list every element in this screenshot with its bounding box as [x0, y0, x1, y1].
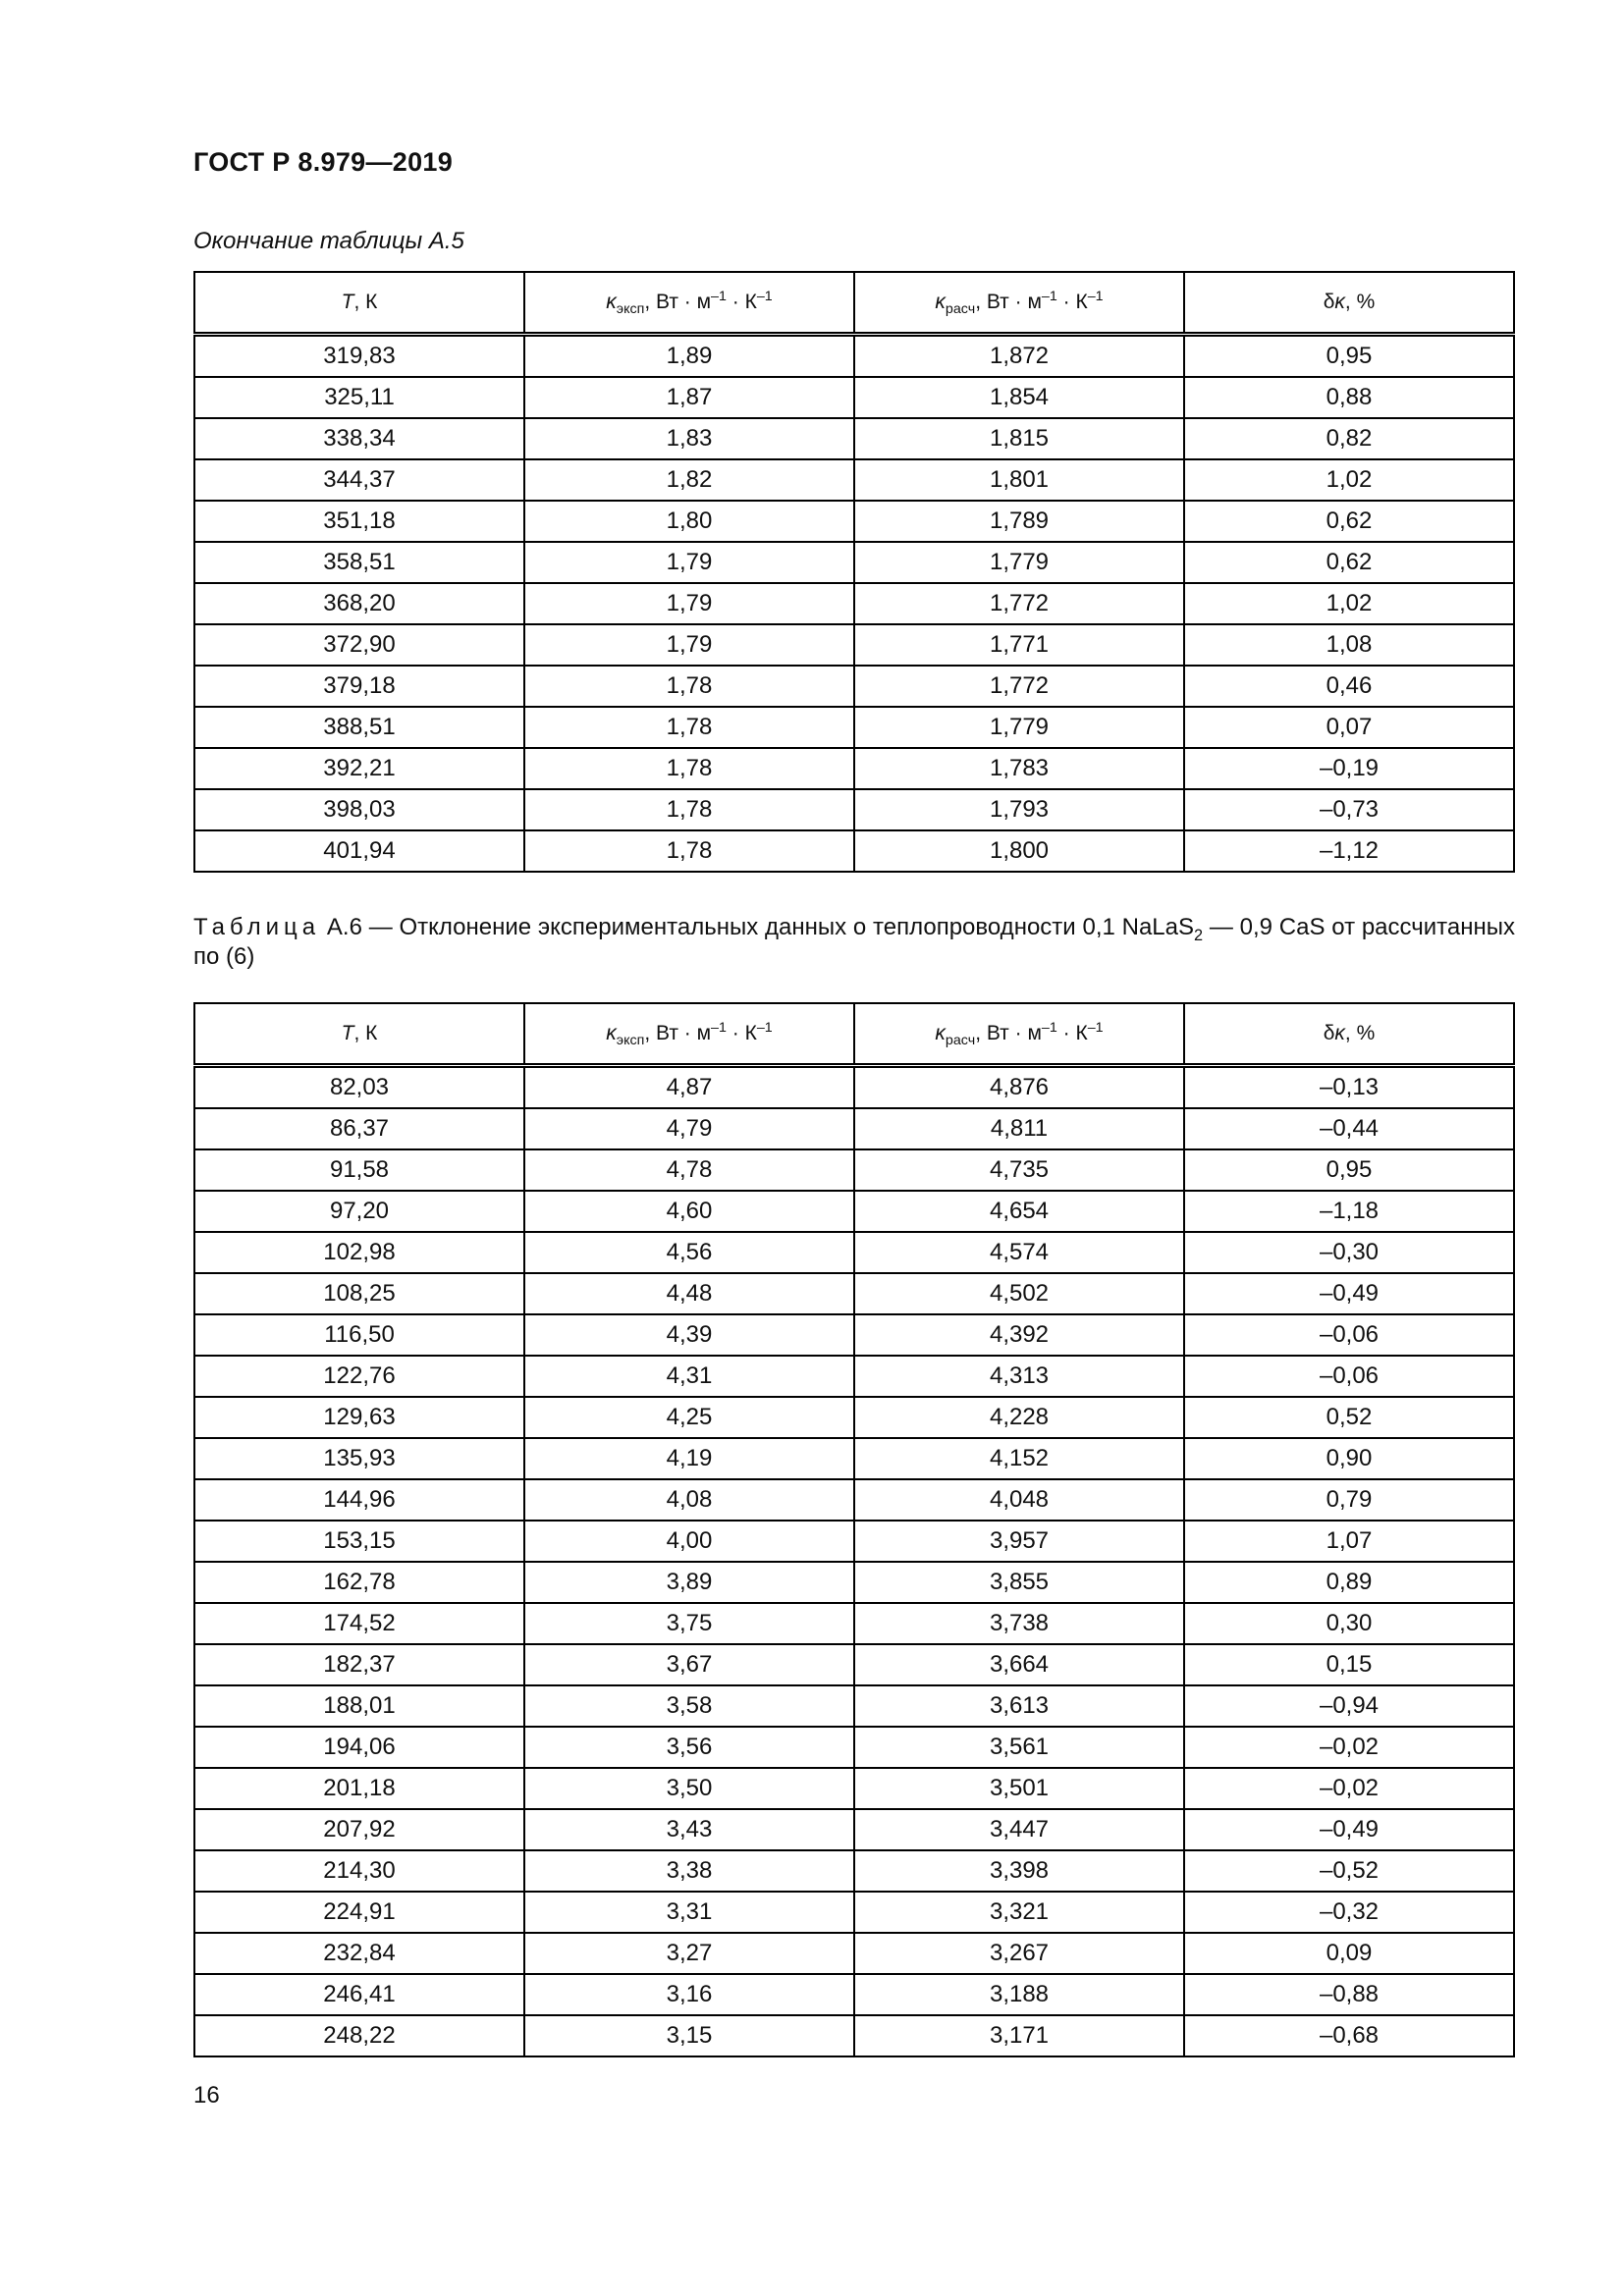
cell-temperature: 122,76 [194, 1356, 524, 1397]
header-kappa-exp: $\kappa_{эксп}$, Вт · $м^{-1} \cdot К^{-1}$ [524, 1003, 854, 1066]
cell-temperature: 319,83 [194, 335, 524, 378]
table-row [194, 830, 1514, 872]
cell-kappa-calc: 4,574 [854, 1232, 1184, 1273]
cell-deviation: 0,88 [1184, 377, 1514, 418]
cell-kappa-calc: 1,800 [854, 830, 1184, 872]
cell-kappa-calc: 4,502 [854, 1273, 1184, 1314]
cell-kappa-exp: 3,43 [524, 1809, 854, 1850]
header-temperature: T, К [194, 1003, 524, 1066]
cell-kappa-exp: 3,16 [524, 1974, 854, 2015]
cell-deviation: 1,02 [1184, 459, 1514, 501]
cell-kappa-calc: 1,854 [854, 377, 1184, 418]
cell-deviation: 0,09 [1184, 1933, 1514, 1974]
cell-deviation: 0,62 [1184, 501, 1514, 542]
table-row [194, 789, 1514, 830]
table-row [194, 1479, 1514, 1521]
cell-kappa-exp: 1,78 [524, 666, 854, 707]
cell-kappa-exp: 1,79 [524, 542, 854, 583]
cell-kappa-calc: 3,664 [854, 1644, 1184, 1685]
cell-deviation: 0,62 [1184, 542, 1514, 583]
cell-kappa-calc: 1,779 [854, 542, 1184, 583]
cell-kappa-exp: 4,56 [524, 1232, 854, 1273]
table-a6-body [194, 1066, 1514, 2057]
cell-deviation: 0,82 [1184, 418, 1514, 459]
cell-kappa-exp: 4,78 [524, 1149, 854, 1191]
cell-kappa-exp: 4,48 [524, 1273, 854, 1314]
cell-kappa-exp: 4,08 [524, 1479, 854, 1521]
cell-kappa-exp: 3,38 [524, 1850, 854, 1892]
cell-temperature: 248,22 [194, 2015, 524, 2056]
cell-kappa-exp: 3,75 [524, 1603, 854, 1644]
cell-kappa-exp: 4,31 [524, 1356, 854, 1397]
table-a6 [193, 1002, 1515, 2057]
cell-temperature: 351,18 [194, 501, 524, 542]
cell-deviation: 0,90 [1184, 1438, 1514, 1479]
cell-kappa-exp: 3,31 [524, 1892, 854, 1933]
cell-kappa-exp: 4,87 [524, 1066, 854, 1109]
cell-kappa-calc: 4,811 [854, 1108, 1184, 1149]
cell-temperature: 135,93 [194, 1438, 524, 1479]
cell-deviation: –0,68 [1184, 2015, 1514, 2056]
cell-kappa-exp: 4,79 [524, 1108, 854, 1149]
cell-deviation: –1,18 [1184, 1191, 1514, 1232]
cell-deviation: –0,02 [1184, 1727, 1514, 1768]
cell-deviation: –0,06 [1184, 1314, 1514, 1356]
cell-kappa-calc: 3,321 [854, 1892, 1184, 1933]
table-row [194, 583, 1514, 624]
table-row [194, 1438, 1514, 1479]
document-id: ГОСТ Р 8.979—2019 [193, 147, 454, 177]
cell-temperature: 388,51 [194, 707, 524, 748]
cell-temperature: 174,52 [194, 1603, 524, 1644]
cell-temperature: 82,03 [194, 1066, 524, 1109]
cell-temperature: 91,58 [194, 1149, 524, 1191]
cell-kappa-calc: 3,267 [854, 1933, 1184, 1974]
cell-kappa-calc: 1,789 [854, 501, 1184, 542]
cell-temperature: 325,11 [194, 377, 524, 418]
cell-temperature: 214,30 [194, 1850, 524, 1892]
cell-deviation: 1,02 [1184, 583, 1514, 624]
table-row [194, 1809, 1514, 1850]
cell-kappa-calc: 4,654 [854, 1191, 1184, 1232]
cell-kappa-exp: 3,56 [524, 1727, 854, 1768]
cell-deviation: 0,52 [1184, 1397, 1514, 1438]
table-row [194, 2015, 1514, 2056]
cell-kappa-calc: 3,738 [854, 1603, 1184, 1644]
cell-kappa-calc: 3,957 [854, 1521, 1184, 1562]
cell-temperature: 144,96 [194, 1479, 524, 1521]
cell-temperature: 358,51 [194, 542, 524, 583]
table-row [194, 1603, 1514, 1644]
table-row [194, 1933, 1514, 1974]
table-row [194, 1727, 1514, 1768]
cell-kappa-calc: 3,561 [854, 1727, 1184, 1768]
cell-deviation: 0,46 [1184, 666, 1514, 707]
cell-kappa-exp: 1,78 [524, 789, 854, 830]
cell-temperature: 194,06 [194, 1727, 524, 1768]
table-row [194, 666, 1514, 707]
table-row [194, 1892, 1514, 1933]
cell-kappa-exp: 4,25 [524, 1397, 854, 1438]
cell-kappa-calc: 3,501 [854, 1768, 1184, 1809]
cell-deviation: 0,15 [1184, 1644, 1514, 1685]
cell-kappa-calc: 3,171 [854, 2015, 1184, 2056]
table-header-row [194, 272, 1514, 335]
cell-kappa-exp: 3,27 [524, 1933, 854, 1974]
cell-kappa-exp: 3,15 [524, 2015, 854, 2056]
table-row [194, 1850, 1514, 1892]
table-header-row [194, 1003, 1514, 1066]
cell-deviation: –0,73 [1184, 789, 1514, 830]
table-a5 [193, 271, 1515, 873]
table-row [194, 1356, 1514, 1397]
cell-deviation: –0,06 [1184, 1356, 1514, 1397]
cell-kappa-exp: 3,67 [524, 1644, 854, 1685]
cell-kappa-calc: 4,876 [854, 1066, 1184, 1109]
cell-kappa-exp: 1,87 [524, 377, 854, 418]
header-kappa-calc: $\kappa_{расч}$, Вт · $м^{-1} \cdot К^{-1}$ [854, 1003, 1184, 1066]
page-number: 16 [193, 2082, 220, 2109]
cell-kappa-exp: 1,78 [524, 707, 854, 748]
table-row [194, 1066, 1514, 1109]
cell-kappa-exp: 1,89 [524, 335, 854, 378]
cell-deviation: 0,95 [1184, 1149, 1514, 1191]
cell-temperature: 201,18 [194, 1768, 524, 1809]
cell-temperature: 338,34 [194, 418, 524, 459]
cell-deviation: –0,49 [1184, 1809, 1514, 1850]
cell-kappa-calc: 1,872 [854, 335, 1184, 378]
cell-deviation: –0,49 [1184, 1273, 1514, 1314]
cell-temperature: 344,37 [194, 459, 524, 501]
table-row [194, 748, 1514, 789]
cell-deviation: 0,30 [1184, 1603, 1514, 1644]
table-row [194, 624, 1514, 666]
table-a6-caption: Таблица А.6 — Отклонение экспериментальных данных о теплопроводности 0,1 NaLaS$_2$ — 0,9 CaS от рассчитанных по (6) [193, 914, 1515, 970]
cell-temperature: 246,41 [194, 1974, 524, 2015]
cell-temperature: 116,50 [194, 1314, 524, 1356]
cell-kappa-exp: 3,89 [524, 1562, 854, 1603]
cell-temperature: 372,90 [194, 624, 524, 666]
cell-deviation: 0,95 [1184, 335, 1514, 378]
cell-kappa-exp: 1,79 [524, 583, 854, 624]
table-row [194, 418, 1514, 459]
cell-deviation: –0,52 [1184, 1850, 1514, 1892]
table-row [194, 335, 1514, 378]
cell-kappa-calc: 4,735 [854, 1149, 1184, 1191]
cell-kappa-calc: 1,779 [854, 707, 1184, 748]
table-row [194, 1397, 1514, 1438]
cell-deviation: –0,30 [1184, 1232, 1514, 1273]
cell-kappa-exp: 4,39 [524, 1314, 854, 1356]
cell-kappa-calc: 4,152 [854, 1438, 1184, 1479]
cell-kappa-calc: 4,392 [854, 1314, 1184, 1356]
cell-deviation: –0,13 [1184, 1066, 1514, 1109]
table-a5-continuation-caption: Окончание таблицы А.5 [193, 228, 464, 254]
header-kappa-exp: $\kappa_{эксп}$, Вт · $м^{-1} \cdot К^{-1}$ [524, 272, 854, 335]
cell-deviation: –0,02 [1184, 1768, 1514, 1809]
cell-temperature: 97,20 [194, 1191, 524, 1232]
table-row [194, 1108, 1514, 1149]
cell-deviation: –1,12 [1184, 830, 1514, 872]
cell-kappa-calc: 3,398 [854, 1850, 1184, 1892]
table-row [194, 459, 1514, 501]
table-row [194, 1644, 1514, 1685]
cell-deviation: –0,32 [1184, 1892, 1514, 1933]
table-row [194, 1314, 1514, 1356]
cell-kappa-exp: 3,50 [524, 1768, 854, 1809]
header-deviation: δκ, % [1184, 272, 1514, 335]
cell-deviation: 0,79 [1184, 1479, 1514, 1521]
table-row [194, 1191, 1514, 1232]
cell-temperature: 368,20 [194, 583, 524, 624]
cell-deviation: –0,88 [1184, 1974, 1514, 2015]
cell-kappa-calc: 4,228 [854, 1397, 1184, 1438]
cell-temperature: 232,84 [194, 1933, 524, 1974]
cell-kappa-calc: 1,772 [854, 583, 1184, 624]
cell-kappa-calc: 4,048 [854, 1479, 1184, 1521]
cell-kappa-exp: 4,19 [524, 1438, 854, 1479]
cell-kappa-exp: 1,80 [524, 501, 854, 542]
header-temperature: T, К [194, 272, 524, 335]
cell-kappa-exp: 1,83 [524, 418, 854, 459]
cell-kappa-exp: 4,60 [524, 1191, 854, 1232]
cell-deviation: 1,07 [1184, 1521, 1514, 1562]
table-row [194, 1685, 1514, 1727]
table-row [194, 1974, 1514, 2015]
cell-kappa-calc: 1,801 [854, 459, 1184, 501]
cell-kappa-exp: 4,00 [524, 1521, 854, 1562]
cell-deviation: –0,94 [1184, 1685, 1514, 1727]
cell-kappa-calc: 3,855 [854, 1562, 1184, 1603]
cell-kappa-calc: 4,313 [854, 1356, 1184, 1397]
cell-temperature: 108,25 [194, 1273, 524, 1314]
cell-temperature: 102,98 [194, 1232, 524, 1273]
cell-temperature: 188,01 [194, 1685, 524, 1727]
cell-temperature: 153,15 [194, 1521, 524, 1562]
cell-deviation: 1,08 [1184, 624, 1514, 666]
cell-kappa-exp: 1,78 [524, 748, 854, 789]
cell-temperature: 162,78 [194, 1562, 524, 1603]
cell-kappa-exp: 1,82 [524, 459, 854, 501]
cell-temperature: 182,37 [194, 1644, 524, 1685]
cell-kappa-calc: 1,783 [854, 748, 1184, 789]
cell-deviation: –0,19 [1184, 748, 1514, 789]
table-row [194, 542, 1514, 583]
table-row [194, 377, 1514, 418]
cell-temperature: 401,94 [194, 830, 524, 872]
table-a5-body [194, 335, 1514, 873]
cell-temperature: 392,21 [194, 748, 524, 789]
cell-kappa-calc: 3,188 [854, 1974, 1184, 2015]
cell-temperature: 207,92 [194, 1809, 524, 1850]
cell-temperature: 129,63 [194, 1397, 524, 1438]
cell-kappa-calc: 1,772 [854, 666, 1184, 707]
cell-kappa-calc: 3,613 [854, 1685, 1184, 1727]
cell-deviation: 0,07 [1184, 707, 1514, 748]
table-row [194, 501, 1514, 542]
cell-kappa-exp: 1,79 [524, 624, 854, 666]
header-deviation: δκ, % [1184, 1003, 1514, 1066]
cell-kappa-calc: 1,793 [854, 789, 1184, 830]
cell-kappa-exp: 3,58 [524, 1685, 854, 1727]
cell-kappa-calc: 3,447 [854, 1809, 1184, 1850]
cell-kappa-exp: 1,78 [524, 830, 854, 872]
table-row [194, 1273, 1514, 1314]
cell-temperature: 398,03 [194, 789, 524, 830]
cell-deviation: –0,44 [1184, 1108, 1514, 1149]
cell-deviation: 0,89 [1184, 1562, 1514, 1603]
cell-kappa-calc: 1,815 [854, 418, 1184, 459]
cell-temperature: 86,37 [194, 1108, 524, 1149]
cell-temperature: 379,18 [194, 666, 524, 707]
table-row [194, 1232, 1514, 1273]
table-row [194, 1768, 1514, 1809]
table-row [194, 1521, 1514, 1562]
table-a6-caption-label: Таблица [193, 914, 321, 940]
table-row [194, 1149, 1514, 1191]
cell-kappa-calc: 1,771 [854, 624, 1184, 666]
cell-temperature: 224,91 [194, 1892, 524, 1933]
table-row [194, 707, 1514, 748]
header-kappa-calc: $\kappa_{расч}$, Вт · $м^{-1} \cdot К^{-1}$ [854, 272, 1184, 335]
table-row [194, 1562, 1514, 1603]
